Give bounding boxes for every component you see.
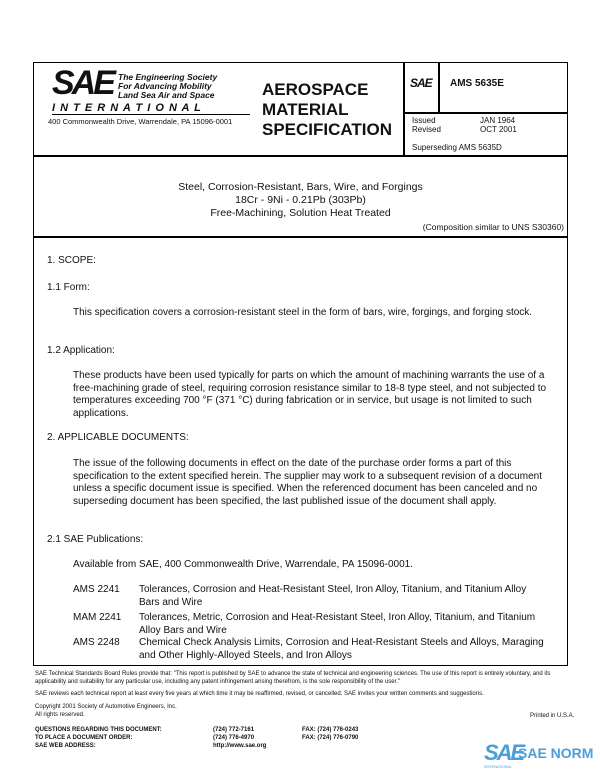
sae-web-link[interactable]: http://www.sae.org — [213, 743, 267, 749]
superseding: Superseding AMS 5635D — [412, 143, 502, 152]
doc-type-line: SPECIFICATION — [262, 120, 393, 139]
composition-note: (Composition similar to UNS S30360) — [422, 222, 564, 232]
tagline-line: For Advancing Mobility — [118, 81, 212, 91]
ref-text: Chemical Check Analysis Limits, Corrosion and Heat-Resistant Steels and Alloys, Maraging and Other Highly-Alloyed Steels, and Iron Alloys — [139, 637, 544, 661]
contact-phone: (724) 772-7161 — [213, 727, 255, 733]
footer-review: SAE reviews each technical report at least every five years at which time it may be reaffirmed, revised, or cancelled. SAE invites your written comments and suggestions. — [35, 691, 484, 697]
contact-label: TO PLACE A DOCUMENT ORDER: — [35, 735, 133, 741]
section-2-heading: 2. APPLICABLE DOCUMENTS: — [47, 432, 189, 443]
title-line: 18Cr - 9Ni - 0.21Pb (303Pb) — [235, 194, 366, 206]
contact-fax: FAX: (724) 776-0790 — [302, 735, 359, 741]
footer-copyright: Copyright 2001 Society of Automotive Engineers, Inc. — [35, 704, 177, 710]
tagline-line: The Engineering Society — [118, 72, 218, 82]
divider — [403, 62, 405, 155]
issued-label: Issued — [412, 116, 436, 125]
doc-number: AMS 5635E — [450, 78, 504, 89]
ref-text: Tolerances, Corrosion and Heat-Resistant Steel, Iron Alloy, Titanium, and Titanium Alloy Bars and Wire — [139, 584, 527, 608]
sae-address: 400 Commonwealth Drive, Warrendale, PA 15096-0001 — [48, 117, 233, 126]
title-line: Free-Machining, Solution Heat Treated — [210, 207, 391, 219]
contact-phone: (724) 776-4970 — [213, 735, 255, 741]
ref-id: AMS 2241 — [73, 584, 120, 595]
ref-id: AMS 2248 — [73, 637, 120, 648]
ref-id: MAM 2241 — [73, 612, 122, 623]
section-1-1-heading: 1.1 Form: — [47, 282, 90, 293]
watermark-logo: SAE — [484, 740, 524, 765]
doc-type-line: AEROSPACE — [262, 80, 369, 99]
tagline-line: Land Sea Air and Space — [118, 90, 215, 100]
issued-value: JAN 1964 — [480, 116, 516, 125]
section-1-heading: 1. SCOPE: — [47, 255, 96, 266]
section-2-1-text: Available from SAE, 400 Commonwealth Drive, Warrendale, PA 15096-0001. — [73, 559, 413, 570]
contact-fax: FAX: (724) 776-0243 — [302, 727, 359, 733]
watermark-text: SAE NORM — [518, 745, 594, 761]
watermark-sub: INTERNATIONAL — [484, 765, 512, 769]
footer-printed: Printed in U.S.A. — [530, 713, 575, 719]
title-line: Steel, Corrosion-Resistant, Bars, Wire, and Forgings — [178, 181, 423, 193]
ref-text: Tolerances, Metric, Corrosion and Heat-Resistant Steel, Iron Alloy, Titanium, and Titanium Alloy Bars and Wire — [139, 612, 536, 636]
sae-logo: SAE — [52, 64, 113, 102]
divider — [33, 155, 568, 157]
divider — [438, 62, 440, 113]
contact-label: SAE WEB ADDRESS: — [35, 743, 96, 749]
contact-label: QUESTIONS REGARDING THIS DOCUMENT: — [35, 727, 162, 733]
sae-small-logo: SAE — [410, 76, 432, 90]
section-1-2-text: These products have been used typically for parts on which the amount of machining warrants the use of a free-machining grade of steel, requiring corrosion resistance similar to 18-8 type steel, and not subjected to temperatures exceeding 700 °F (371 °C) during fabrication or in service, but usage is not limited to such applications. — [73, 370, 547, 419]
international: I N T E R N A T I O N A L — [52, 102, 250, 115]
revised-value: OCT 2001 — [480, 125, 517, 134]
footer-rules: SAE Technical Standards Board Rules provide that: "This report is published by SAE to advance the state of technical and engineering sciences. The use of this report is entirely voluntary, and its applicability and suitability for any particular use, including any patent infringement arising therefrom, is the sole responsibility of the user." — [35, 671, 551, 685]
section-1-2-heading: 1.2 Application: — [47, 345, 115, 356]
footer-rights: All rights reserved. — [35, 712, 85, 718]
section-2-text: The issue of the following documents in effect on the date of the purchase order forms a part of this specification to the extent specified herein. The supplier may work to a subsequent revision of a document unless a specific document issue is specified. When the referenced document has been canceled and no superseding document has been specified, the last published issue of the document shall apply. — [73, 458, 542, 507]
section-2-1-heading: 2.1 SAE Publications: — [47, 534, 144, 545]
divider — [33, 236, 568, 238]
revised-label: Revised — [412, 125, 441, 134]
society-tagline — [118, 73, 217, 100]
divider — [403, 112, 568, 114]
doc-title — [33, 181, 568, 220]
section-1-1-text: This specification covers a corrosion-resistant steel in the form of bars, wire, forgings, and forging stock. — [73, 307, 533, 318]
doc-type — [262, 80, 392, 140]
doc-type-line: MATERIAL — [262, 100, 349, 119]
